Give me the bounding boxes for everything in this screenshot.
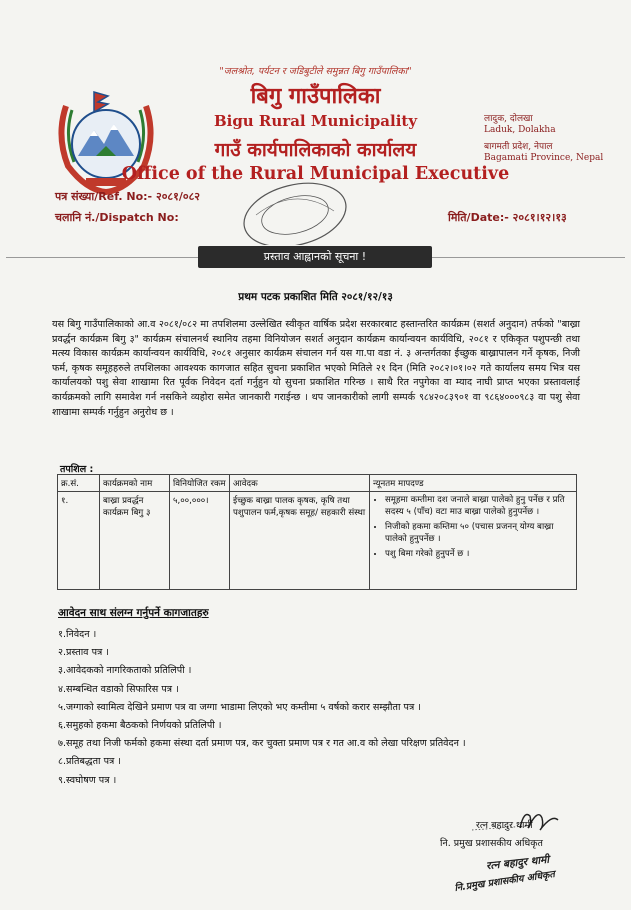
dispatch-label: चलानि नं./Dispatch No: <box>55 211 179 224</box>
municipality-name-english: Bigu Rural Municipality <box>213 112 418 130</box>
criteria-list <box>373 494 573 560</box>
list-item: २.प्रस्ताव पत्र । <box>58 647 109 659</box>
cell-criteria <box>370 492 577 590</box>
col-header-amount: विनियोजित रकम <box>170 475 230 492</box>
list-item: ३.आवेदकको नागरिकताको प्रतिलिपी । <box>58 665 192 677</box>
list-item: • निजीको हकमा कम्तिमा ५० (पचास प्रजनन् योग्य बाख्रा पालेको हुनुपर्नेछ । <box>385 521 573 545</box>
list-item: ८.प्रतिबद्धता पत्र । <box>58 756 122 768</box>
list-item: ९.स्वघोषण पत्र । <box>58 774 117 786</box>
program-table <box>57 474 577 590</box>
cell-applicant: ईच्छुक बाख्रा पालक कृषक, कृषि तथा पशुपालन फर्म,कृषक समूह/ सहकारी संस्था <box>230 492 370 590</box>
date-value: २०८१।१२।१३ <box>512 211 567 224</box>
col-header-applicant: आवेदक <box>230 475 370 492</box>
col-header-sn: क्र.सं. <box>58 475 100 492</box>
documents-title: आवेदन साथ संलग्न गर्नुपर्ने कागजातहरु <box>58 607 209 619</box>
list-item: १.निवेदन । <box>58 629 97 640</box>
municipality-name-nepali: बिगु गाउँपालिका <box>250 84 381 109</box>
office-seal-icon <box>236 175 354 245</box>
list-item: • समूहमा कम्तीमा दश जनाले बाख्रा पालेको हुनु पर्नेछ र प्रति सदस्य ५ (पाँच) वटा माउ बाख्रा पालेको हुनुपर्नेछ । <box>385 494 573 518</box>
signatory-title: नि. प्रमुख प्रशासकीय अधिकृत <box>440 838 543 849</box>
motto: "जलश्रोत, पर्यटन र जडिबुटीले समुन्नत बिगु गाउँपालिका" <box>219 66 412 77</box>
seal-signatory-title: नि.प्रमुख प्रशासकीय अधिकृत <box>453 869 556 894</box>
office-name-english: Office of the Rural Municipal Executive <box>121 164 510 184</box>
list-item: • पशु बिमा गरेको हुनुपर्ने छ । <box>385 548 573 560</box>
col-header-program: कार्यक्रमको नाम <box>100 475 170 492</box>
col-header-criteria: न्यूनतम मापदण्ड <box>370 475 577 492</box>
list-item: ६.समुहको हकमा बैठकको निर्णयको प्रतिलिपी । <box>58 719 222 731</box>
address-nepali-2: बागमती प्रदेश, नेपाल <box>484 142 553 152</box>
date-label: मिति/Date:- <box>448 211 509 224</box>
list-item: ५.जग्गाको स्वामित्व देखिने प्रमाण पत्र वा जग्गा भाडामा लिएको भए कम्तीमा ५ वर्षको करार सम्झौता पत्र । <box>58 701 421 713</box>
date <box>448 210 567 225</box>
seal-signatory-name: रत्न बहादुर थामी <box>485 853 550 873</box>
office-name-nepali: गाउँ कार्यपालिकाको कार्यालय <box>214 139 417 161</box>
table-header-row <box>58 475 577 492</box>
cell-program: बाख्रा प्रवर्द्धन कार्यक्रम बिगु ३ <box>100 492 170 590</box>
ref-label: पत्र संख्या/Ref. No:- <box>55 190 153 203</box>
address-english-2: Bagamati Province, Nepal <box>484 153 604 163</box>
cell-amount: ५,००,०००। <box>170 492 230 590</box>
address-english-1: Laduk, Dolakha <box>484 125 556 135</box>
address-nepali-1: लादुक, दोलखा <box>484 114 533 124</box>
ref-number <box>55 189 200 204</box>
publication-date: प्रथम पटक प्रकाशित मिति २०८१/१२/१३ <box>238 291 393 303</box>
table-row <box>58 492 577 590</box>
list-item: ७.समूह तथा निजी फर्मको हकमा संस्था दर्ता प्रमाण पत्र, कर चुक्ता प्रमाण पत्र र गत आ.व को लेखा परिक्षण प्रतिवेदन । <box>58 738 466 750</box>
ref-value: २०८१/०८२ <box>155 190 201 203</box>
notice-title-banner: प्रस्ताव आह्वानको सूचना ! <box>198 246 432 268</box>
list-item: ४.सम्बन्धित वडाको सिफारिस पत्र । <box>58 683 179 695</box>
details-label: तपशिल : <box>60 464 94 475</box>
documents-list <box>58 626 466 790</box>
notice-body: यस बिगु गाउँपालिकाको आ.व २०८१/०८२ मा तपशिलमा उल्लेखित स्वीकृत वार्षिक प्रदेश सरकारबाट हस्तान्तरित कार्यक्रम (सशर्त अनुदान) तर्फको "बाख्रा प्रवर्द्धन कार्यक्रम बिगु ३" कार्यक्रम संचालनर्थ स्थानिय तहमा विनियोजन सशर्त अनुदान कार्यक्रम कार्यान्वयन कार्यविधि, २०८१ र एकिकृत पशुपन्छी तथा मत्स्य विकास कार्यक्रम कार्यान्वयन कार्यविधि, २०८१ अनुसार कार्यक्रम संचालन गर्न यस गा.पा वडा नं. ३ अन्तर्गतका ईच्छुक बाख्रापालन गर्ने कृषक, निजी फर्म, कृषक समूहहरुले तपशिलका आवश्यक कागजात सहित सुचना प्रकाशित भएको मितिले २१ दिन (मिति २०८२।०१।०२ गते कार्यालय समय भित्र यस कार्यालयको पशु सेवा शाखामा रित पूर्वक निवेदन दर्ता गर्नुहुन यो सुचना प्रकाशित गरिन्छ । साथै रित नपुगेका वा म्याद नाघी प्राप्त भएका प्रस्तावलाई कार्यक्रमको लागि समावेश गर्न नसकिने व्यहोरा समेत जानकारी गराईन्छ । थप जानकारीको लागी सम्पर्क ९८४२०८३९०१ वा ९८६४०००९८३ वा पशु सेवा शाखामा सम्पर्क गर्नुहुन अनुरोध छ । <box>52 319 580 418</box>
cell-sn: १. <box>58 492 100 590</box>
signatory-name: रत्न बहादुर थामी <box>476 820 533 831</box>
